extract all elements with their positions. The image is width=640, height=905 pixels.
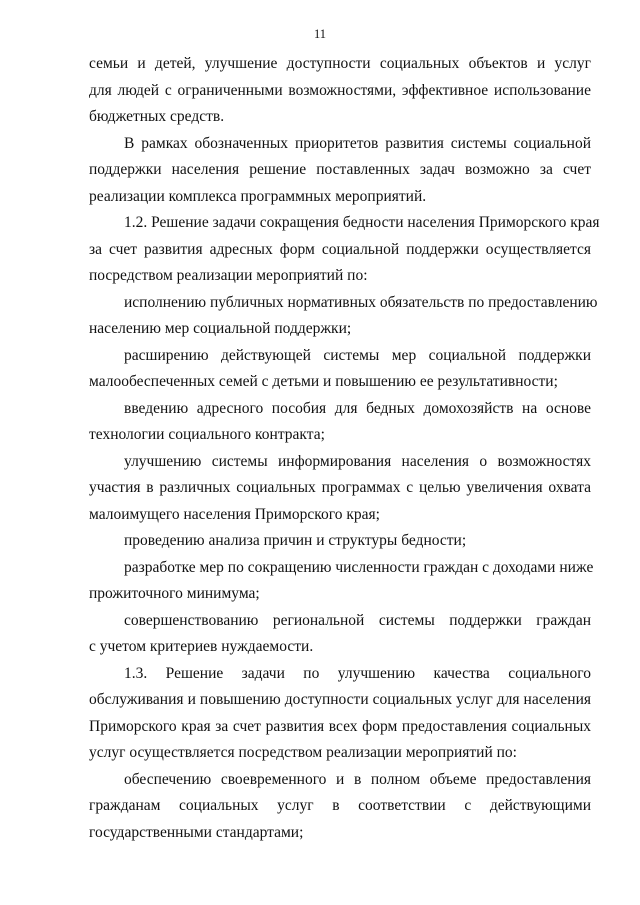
paragraph-1: [89, 51, 591, 131]
text-line: 1.2. Решение задачи сокращения бедности населения Приморского края: [124, 214, 600, 231]
list-item-5: [89, 528, 591, 555]
text-line: 1.3. Решение задачи по улучшению качества социального: [124, 664, 591, 682]
paragraph-4: [89, 661, 591, 767]
list-item-8: [89, 767, 591, 847]
text-line: проведению анализа причин и структуры бедности;: [124, 532, 467, 549]
text-line: Приморского края за счет развития всех форм предоставления социальных: [89, 717, 591, 735]
document-body: [89, 51, 600, 846]
text-line: малоимущего населения Приморского края;: [89, 505, 380, 523]
text-line: за счет развития адресных форм социальной поддержки осуществляется: [89, 240, 591, 258]
text-line: бюджетных средств.: [89, 108, 225, 125]
text-line: разработке мер по сокращению численности граждан с доходами ниже: [124, 558, 594, 576]
text-line: посредством реализации мероприятий по:: [89, 267, 368, 284]
text-line: населению мер социальной поддержки;: [89, 320, 352, 337]
text-line: гражданам социальных услуг в соответствии с действующими: [89, 797, 591, 814]
list-item-7: [89, 608, 591, 661]
text-line: с учетом критериев нуждаемости.: [89, 638, 314, 655]
list-item-3: [89, 396, 591, 449]
text-line: технологии социального контракта;: [89, 426, 325, 443]
page-number: 11: [313, 27, 327, 41]
text-line: для людей с ограниченными возможностями, эффективное использование: [89, 81, 591, 99]
text-line: прожиточного минимума;: [89, 585, 260, 602]
list-item-2: [89, 343, 591, 396]
text-line: реализации комплекса программных мероприятий.: [89, 187, 427, 205]
text-line: совершенствованию региональной системы поддержки граждан: [124, 611, 591, 629]
text-line: обеспечению своевременного и в полном объеме предоставления: [124, 770, 591, 788]
list-item-6: [89, 555, 594, 608]
list-item-4: [89, 449, 591, 529]
list-item-1: [89, 290, 598, 343]
text-line: введению адресного пособия для бедных домохозяйств на основе: [124, 399, 591, 417]
paragraph-2: [89, 131, 591, 211]
paragraph-3: [89, 210, 600, 290]
text-line: поддержки населения решение поставленных задач возможно за счет: [89, 161, 591, 178]
text-line: малообеспеченных семей с детьми и повышению ее результативности;: [89, 373, 558, 390]
text-line: участия в различных социальных программах с целью увеличения охвата: [89, 479, 591, 496]
text-line: государственными стандартами;: [89, 823, 304, 841]
text-line: исполнению публичных нормативных обязательств по предоставлению: [124, 293, 598, 311]
text-line: улучшению системы информирования населения о возможностях: [124, 452, 591, 470]
text-line: услуг осуществляется посредством реализации мероприятий по:: [89, 744, 517, 761]
text-line: обслуживания и повышению доступности социальных услуг для населения: [89, 691, 591, 708]
text-line: В рамках обозначенных приоритетов развития системы социальной: [124, 134, 591, 152]
text-line: семьи и детей, улучшение доступности социальных объектов и услуг: [89, 55, 591, 72]
text-line: расширению действующей системы мер социальной поддержки: [124, 346, 591, 364]
